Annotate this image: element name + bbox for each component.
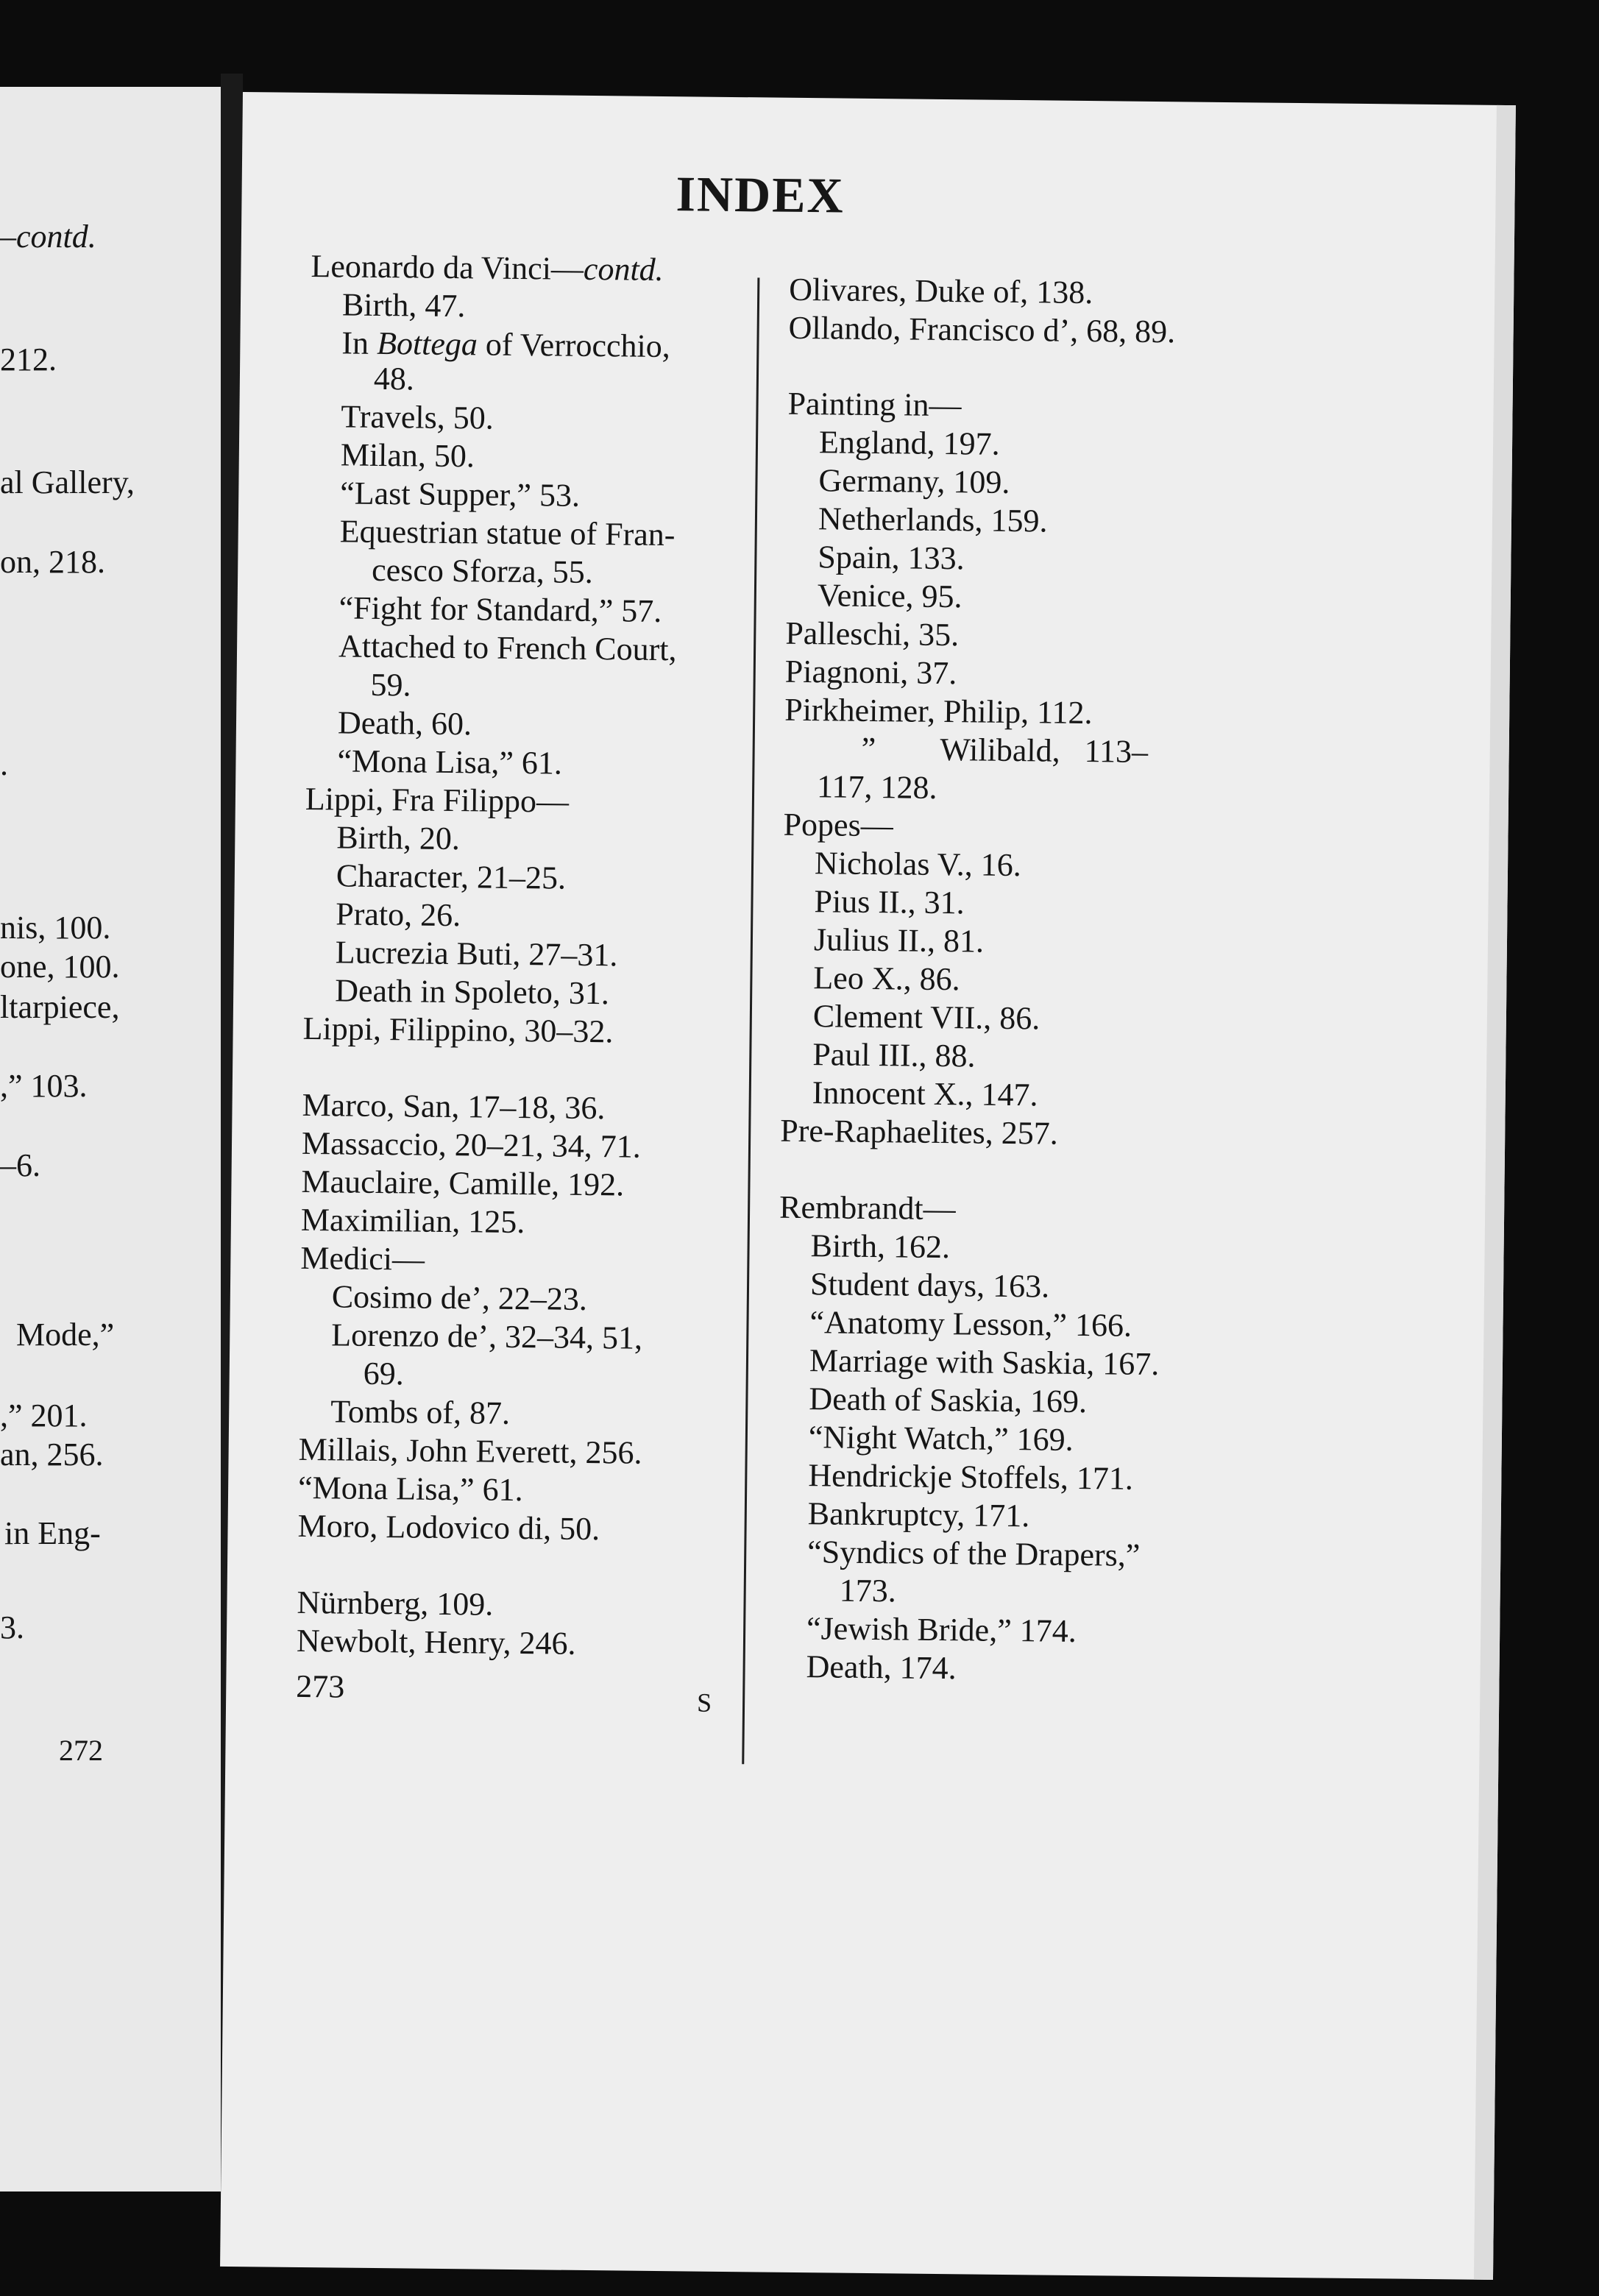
entry-italic: Bottega	[376, 325, 478, 363]
index-entry: Popes—	[783, 806, 893, 844]
index-subentry: Bankruptcy, 171.	[807, 1495, 1030, 1534]
index-subentry: Milan, 50.	[340, 436, 475, 475]
index-subentry: Death of Saskia, 169.	[809, 1381, 1088, 1420]
index-subentry: Travels, 50.	[341, 398, 494, 436]
index-entry: Millais, John Everett, 256.	[298, 1431, 642, 1471]
index-subentry: Hendrickje Stoffels, 171.	[808, 1457, 1134, 1497]
index-entry: Piagnoni, 37.	[784, 653, 957, 692]
index-subentry: Nicholas V., 16.	[814, 845, 1022, 884]
index-subentry: Student days, 163.	[809, 1266, 1050, 1305]
index-entry: Mauclaire, Camille, 192.	[301, 1163, 625, 1203]
left-fragment: on, 218.	[0, 544, 105, 580]
index-subentry: “Jewish Bride,” 174.	[806, 1610, 1077, 1649]
index-continuation: 117, 128.	[816, 768, 937, 806]
left-page	[0, 87, 221, 2192]
index-subentry: Death in Spoleto, 31.	[334, 972, 610, 1012]
index-entry: Newbolt, Henry, 246.	[296, 1622, 576, 1662]
index-subentry: Germany, 109.	[818, 462, 1010, 500]
index-subentry: “Night Watch,” 169.	[808, 1419, 1074, 1458]
index-subentry: Equestrian statue of Fran-	[339, 513, 676, 553]
left-fragment: al Gallery,	[0, 464, 135, 500]
index-entry: Ollando, Francisco d’, 68, 89.	[788, 309, 1176, 350]
index-continuation: 59.	[370, 666, 411, 704]
index-subentry: Character, 21–25.	[336, 857, 567, 896]
index-subentry: Birth, 162.	[810, 1227, 951, 1266]
entry-prefix: In	[341, 325, 377, 361]
index-subentry: Marriage with Saskia, 167.	[809, 1342, 1160, 1383]
left-fragment: Mode,”	[16, 1317, 115, 1353]
index-heading: INDEX	[676, 166, 845, 224]
index-subentry: Birth, 20.	[336, 819, 461, 857]
left-fragment: .	[0, 746, 8, 782]
index-subentry: Spain, 133.	[818, 539, 965, 577]
index-subentry: Prato, 26.	[336, 896, 461, 934]
index-entry: Nürnberg, 109.	[297, 1584, 494, 1623]
index-subentry: Tombs of, 87.	[330, 1393, 511, 1431]
index-entry: Maximilian, 125.	[300, 1201, 525, 1241]
index-entry: Palleschi, 35.	[785, 614, 960, 653]
index-entry: ” Wilibald, 113–	[861, 730, 1149, 770]
index-subentry: Death, 174.	[806, 1648, 957, 1687]
left-fragment: ltarpiece,	[0, 989, 120, 1025]
entry-contd: contd.	[583, 250, 664, 288]
index-subentry: Lucrezia Buti, 27–31.	[335, 934, 618, 974]
index-subentry: Venice, 95.	[817, 577, 962, 615]
index-entry: Pirkheimer, Philip, 112.	[784, 691, 1093, 731]
left-page-number: 272	[59, 1734, 103, 1767]
left-fragment: –6.	[0, 1147, 40, 1183]
right-page	[220, 92, 1516, 2280]
index-subentry: Clement VII., 86.	[812, 998, 1040, 1037]
entry-suffix: of Verrocchio,	[477, 326, 671, 365]
index-subentry: Paul III., 88.	[812, 1036, 976, 1074]
index-entry: Olivares, Duke of, 138.	[788, 271, 1093, 311]
entry-main: Leonardo da Vinci—	[311, 247, 584, 287]
index-subentry: Pius II., 31.	[814, 883, 965, 921]
index-subentry: “Last Supper,” 53.	[340, 475, 581, 514]
left-fragment: one, 100.	[0, 949, 120, 985]
index-entry: Lippi, Fra Filippo—	[305, 780, 570, 820]
index-subentry: Lorenzo de’, 32–34, 51,	[331, 1317, 643, 1356]
page-number: 273	[296, 1668, 345, 1705]
index-subentry: “Mona Lisa,” 61.	[337, 743, 563, 782]
index-entry: Lippi, Filippino, 30–32.	[302, 1010, 614, 1050]
index-entry: Rembrandt—	[779, 1188, 956, 1227]
signature-mark: S	[696, 1687, 712, 1718]
left-fragment: 212.	[0, 341, 57, 378]
index-subentry: Julius II., 81.	[813, 921, 985, 960]
left-fragment: 3.	[0, 1609, 24, 1645]
left-fragment: –contd.	[0, 219, 96, 255]
index-continuation: cesco Sforza, 55.	[371, 551, 593, 591]
index-entry: Pre-Raphaelites, 257.	[780, 1112, 1059, 1152]
index-entry: Painting in—	[787, 385, 962, 424]
index-continuation: 173.	[839, 1572, 896, 1609]
left-fragment: ,” 103.	[0, 1068, 88, 1104]
index-subentry: Death, 60.	[337, 704, 472, 743]
index-subentry: “Syndics of the Drapers,”	[807, 1534, 1141, 1573]
index-continuation: 48.	[373, 360, 415, 397]
index-subentry: “Fight for Standard,” 57.	[338, 589, 662, 629]
index-subentry: “Anatomy Lesson,” 166.	[809, 1304, 1132, 1344]
left-fragment: an, 256.	[0, 1436, 104, 1473]
index-entry	[311, 247, 664, 289]
index-subentry: Netherlands, 159.	[818, 500, 1048, 539]
index-continuation: 69.	[363, 1355, 405, 1392]
page-edge	[1474, 105, 1516, 2280]
left-fragment: nis, 100.	[0, 910, 111, 946]
index-subentry: Birth, 47.	[341, 286, 466, 325]
left-fragment: ,” 201.	[0, 1397, 88, 1434]
index-subentry: England, 197.	[818, 424, 1000, 462]
index-subentry: Innocent X., 147.	[812, 1074, 1038, 1113]
index-subentry: Cosimo de’, 22–23.	[331, 1278, 588, 1317]
index-subentry: Attached to French Court,	[338, 628, 677, 668]
index-entry: Massaccio, 20–21, 34, 71.	[301, 1124, 641, 1165]
left-fragment: in Eng-	[4, 1515, 101, 1551]
column-rule	[742, 277, 759, 1764]
index-entry: Medici—	[300, 1239, 425, 1278]
index-entry: Marco, San, 17–18, 36.	[302, 1086, 606, 1127]
index-entry: Moro, Lodovico di, 50.	[297, 1507, 600, 1548]
index-subentry: Leo X., 86.	[813, 960, 960, 998]
index-entry: “Mona Lisa,” 61.	[297, 1469, 523, 1509]
